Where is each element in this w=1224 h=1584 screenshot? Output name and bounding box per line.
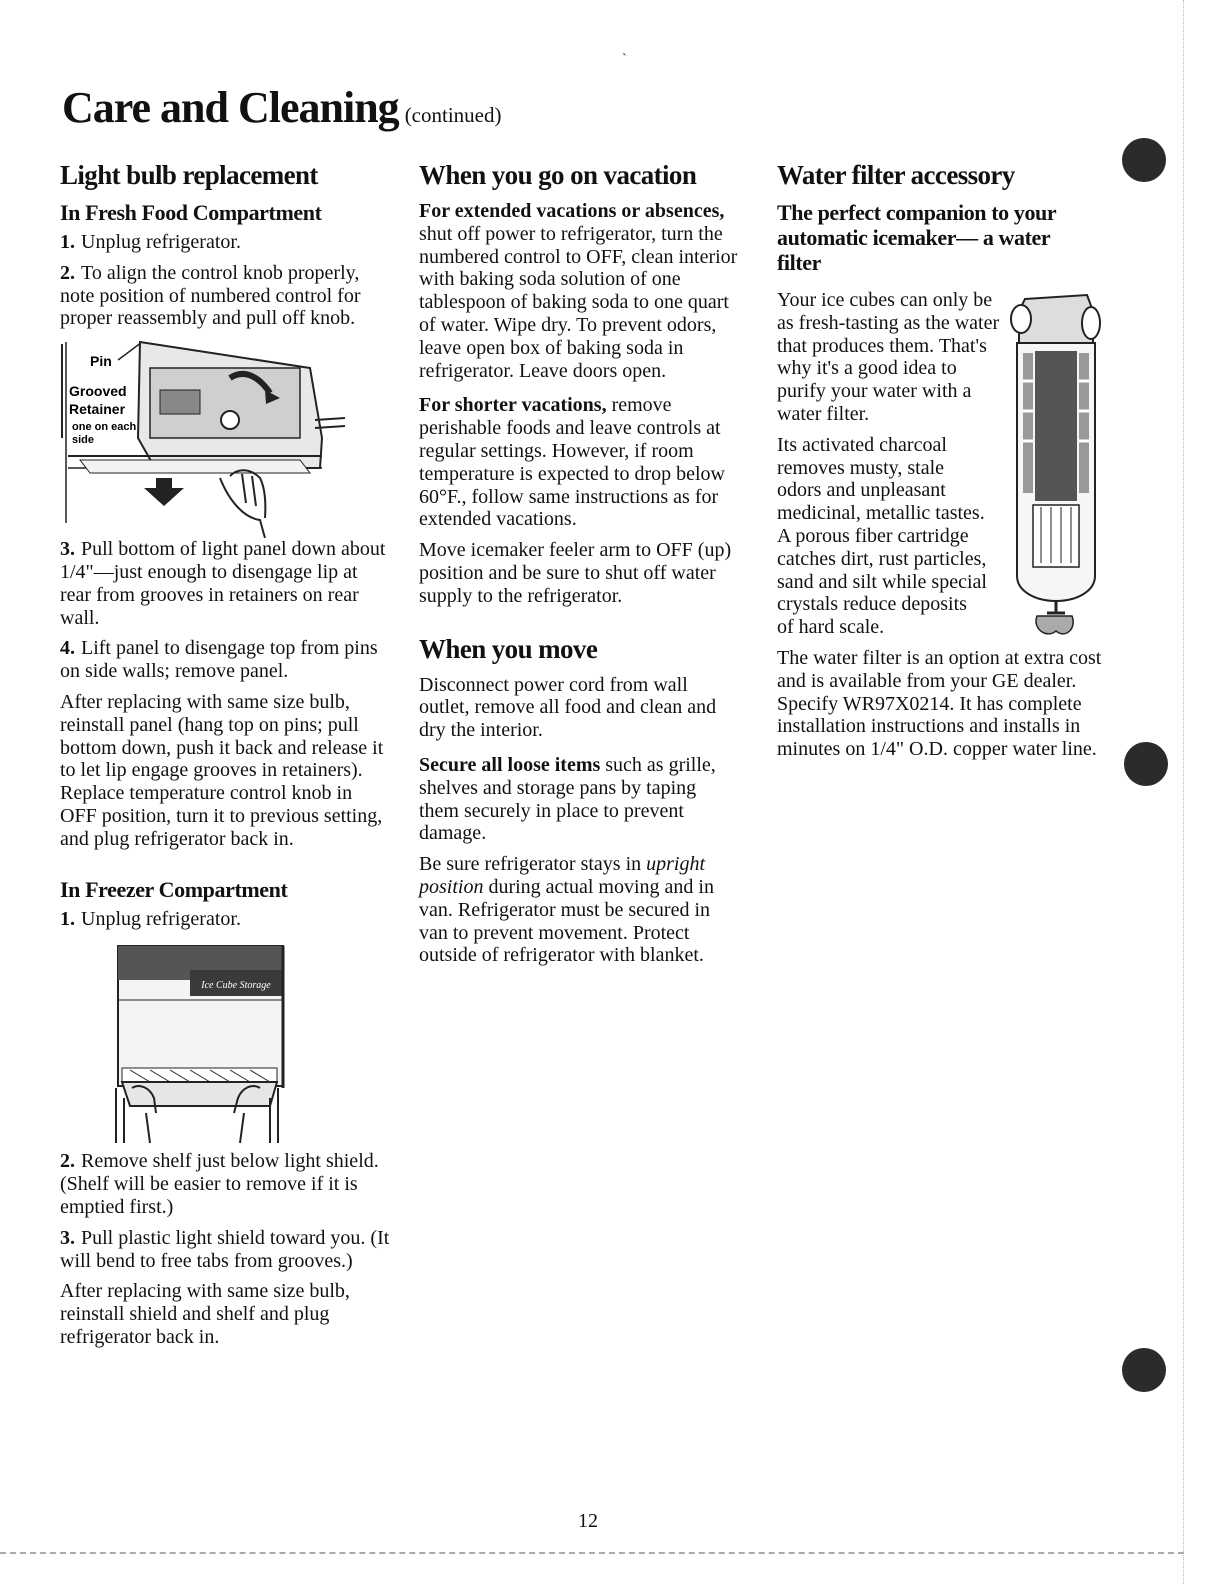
title-sub: (continued)	[404, 103, 502, 127]
binder-hole-middle	[1124, 742, 1168, 786]
subheading-water-filter: The perfect companion to your automatic icemaker— a water filter	[777, 200, 1056, 275]
binder-hole-top	[1122, 138, 1166, 182]
scan-bottom-rule	[0, 1552, 1184, 1554]
filter-text-wrap	[777, 289, 1102, 639]
light-panel-illustration	[60, 338, 350, 538]
heading-move: When you move	[419, 633, 598, 664]
label-retainer: Retainer	[69, 401, 126, 418]
fresh-step-2: 2. To align the control knob properly, note position of numbered control for proper reassembly and pull off knob.	[60, 261, 361, 330]
move-upright: Be sure refrigerator stays in upright position during actual moving and in van. Refrigerator must be secured in van to prevent movement. Protect outside of refrigerator with blanket.	[419, 853, 714, 967]
heading-water-filter: Water filter accessory	[777, 160, 1015, 190]
label-side: side	[72, 434, 95, 447]
filter-charcoal: Its activated charcoal removes musty, stale odors and unpleasant medicinal, metallic tastes. A porous fiber cartridge catches dirt, rust particles, sand and silt while special crystals reduce deposits of hard scale.	[777, 433, 987, 639]
title-main: Care and Cleaning	[62, 83, 399, 132]
water-filter-illustration	[1007, 291, 1102, 651]
freezer-step-2: 2. Remove shelf just below light shield. (Shelf will be easier to remove if it is emptied first.)	[60, 1150, 379, 1218]
label-pin: Pin	[90, 353, 112, 370]
ice-cube-storage-label: Ice Cube Storage	[201, 980, 271, 992]
page-title	[62, 82, 501, 133]
scan-mark: `	[622, 52, 627, 67]
heading-light-bulb: Light bulb replacement	[60, 160, 318, 190]
column-vacation	[419, 158, 739, 975]
scan-edge	[1183, 0, 1224, 1584]
vacation-extended: For extended vacations or absences, shut off power to refrigerator, turn the numbered control to OFF, clean interior with baking soda solution of one tablespoon of baking soda to one quart of water. Wipe dry. To prevent odors, leave open box of baking soda in refrigerator. Leave doors open.	[419, 200, 738, 382]
freezer-step-3: 3. Pull plastic light shield toward you. (It will bend to free tabs from grooves.)	[60, 1226, 390, 1272]
move-disconnect: Disconnect power cord from wall outlet, remove all food and clean and dry the interior.	[419, 673, 717, 742]
column-light-bulb	[60, 158, 390, 1357]
heading-vacation: When you go on vacation	[419, 160, 697, 190]
binder-hole-bottom	[1122, 1348, 1166, 1392]
fresh-after: After replacing with same size bulb, reinstall panel (hang top on pins; pull bottom down, push it back and release it to let lip engage grooves in retainers). Replace temperature control knob in OFF position, turn it to previous setting, and plug refrigerator back in.	[60, 690, 384, 850]
vacation-shorter: For shorter vacations, remove perishable foods and leave controls at regular settings. However, if room temperature is expected to drop below 60°F., follow same instructions as for extended vacations.	[419, 394, 725, 531]
label-grooved: Grooved	[69, 383, 127, 400]
fresh-step-3: 3. Pull bottom of light panel down about 1/4"—just enough to disengage lip at rear from grooves in retainers on rear wall.	[60, 538, 386, 629]
move-secure: Secure all loose items such as grille, shelves and storage pans by taping them securely in place to prevent damage.	[419, 753, 716, 845]
freezer-after: After replacing with same size bulb, reinstall shield and shelf and plug refrigerator back in.	[60, 1280, 350, 1348]
filter-availability: The water filter is an option at extra cost and is available from your GE dealer. Specify WR97X0214. It has complete installation instructions and installs in minutes on 1/4" O.D. copper water line.	[777, 646, 1102, 761]
freezer-step-1: 1. Unplug refrigerator.	[60, 907, 241, 930]
fresh-step-4: 4. Lift panel to disengage top from pins on side walls; remove panel.	[60, 637, 378, 683]
fresh-step-1: 1. Unplug refrigerator.	[60, 231, 241, 253]
column-water-filter	[777, 158, 1102, 769]
subheading-fresh-food: In Fresh Food Compartment	[60, 200, 322, 225]
freezer-shield-illustration	[110, 938, 350, 1150]
filter-intro: Your ice cubes can only be as fresh-tasting as the water that produces them. That's why it's a good idea to purify your water with a water filter.	[777, 289, 1000, 425]
subheading-freezer: In Freezer Compartment	[60, 876, 288, 902]
vacation-icemaker: Move icemaker feeler arm to OFF (up) position and be sure to shut off water supply to the refrigerator.	[419, 539, 732, 607]
page-number: 12	[578, 1510, 598, 1532]
label-one-on-each: one on each	[72, 421, 137, 434]
